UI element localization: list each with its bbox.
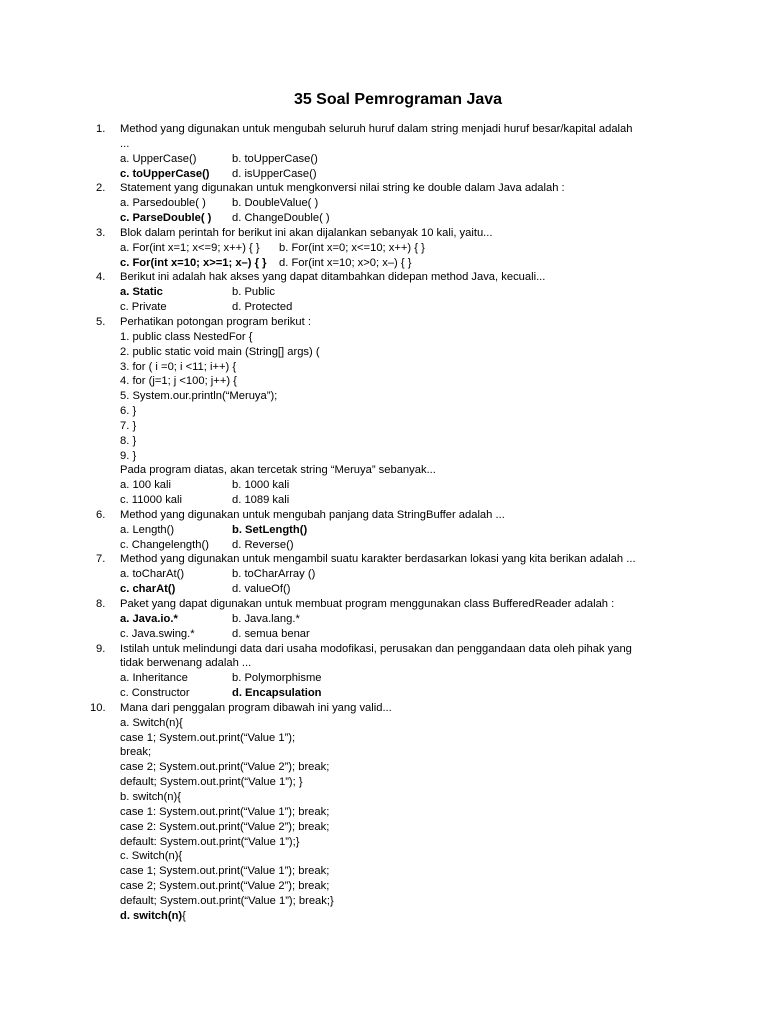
option-c: c. Constructor xyxy=(120,687,190,700)
option-row xyxy=(0,567,768,582)
question-row xyxy=(0,315,768,330)
question-row xyxy=(0,597,768,612)
code-line-text: case 2; System.out.print(“Value 2”); break; xyxy=(120,761,330,774)
code-line xyxy=(0,716,768,731)
code-line xyxy=(0,345,768,360)
option-c: c. Private xyxy=(120,301,167,314)
question-continuation xyxy=(0,656,768,671)
code-line-text: 3. for ( i =0; i <11; i++) { xyxy=(120,360,237,373)
option-a: a. toCharAt() xyxy=(120,568,185,581)
question-row xyxy=(0,642,768,657)
option-d-correct: d. switch(n) xyxy=(120,909,183,922)
code-line-text: b. switch(n){ xyxy=(120,790,181,803)
question-number: 5. xyxy=(96,315,106,328)
option-row xyxy=(0,538,768,553)
option-row xyxy=(0,493,768,508)
option-b-correct: b. SetLength() xyxy=(232,523,308,536)
question-7 xyxy=(0,552,768,597)
code-line xyxy=(0,745,768,760)
question-3 xyxy=(0,226,768,271)
question-row xyxy=(0,181,768,196)
option-b: b. DoubleValue( ) xyxy=(232,197,319,210)
option-row xyxy=(0,582,768,597)
code-line xyxy=(0,404,768,419)
option-d: d. isUpperCase() xyxy=(232,167,317,180)
question-number: 3. xyxy=(96,226,106,239)
question-8 xyxy=(0,597,768,642)
question-number: 2. xyxy=(96,182,106,195)
code-line xyxy=(0,360,768,375)
code-line xyxy=(0,864,768,879)
option-row xyxy=(0,612,768,627)
code-line-text: default; System.out.print(“Value 1”); break;} xyxy=(120,894,334,907)
option-b: b. Java.lang.* xyxy=(232,612,300,625)
code-line-text: 6. } xyxy=(120,405,137,418)
question-row xyxy=(0,701,768,716)
option-b: b. For(int x=0; x<=10; x++) { } xyxy=(279,241,425,254)
option-row xyxy=(0,256,768,271)
code-line xyxy=(0,434,768,449)
option-c-correct: c. For(int x=10; x>=1; x–) { } xyxy=(120,256,267,269)
question-number: 4. xyxy=(96,271,106,284)
code-line-text: 5. System.our.println(“Meruya”); xyxy=(120,390,278,403)
question-text: Berikut ini adalah hak akses yang dapat ditambahkan didepan method Java, kecuali... xyxy=(120,271,546,284)
code-line xyxy=(0,419,768,434)
option-a-correct: a. Java.io.* xyxy=(120,612,178,625)
option-d: d. Protected xyxy=(232,301,293,314)
code-line xyxy=(0,909,768,924)
code-line xyxy=(0,835,768,850)
question-text-continued: tidak berwenang adalah ... xyxy=(120,657,252,670)
option-c: c. 11000 kali xyxy=(120,494,182,507)
code-line xyxy=(0,775,768,790)
code-line xyxy=(0,790,768,805)
option-d: d. semua benar xyxy=(232,627,310,640)
code-line-text: case 1; System.out.print(“Value 1”); break; xyxy=(120,865,330,878)
question-text: Method yang digunakan untuk mengubah panjang data StringBuffer adalah ... xyxy=(120,508,505,521)
option-a: a. Length() xyxy=(120,523,175,536)
question-number: 9. xyxy=(96,642,106,655)
question-number: 7. xyxy=(96,553,106,566)
code-line-text: c. Switch(n){ xyxy=(120,850,183,863)
option-b: b. Polymorphisme xyxy=(232,672,322,685)
option-a-correct: a. Static xyxy=(120,286,163,299)
option-row xyxy=(0,686,768,701)
question-row xyxy=(0,508,768,523)
code-line xyxy=(0,760,768,775)
code-line-text xyxy=(120,909,186,924)
code-line-text: case 1: System.out.print(“Value 1”); break; xyxy=(120,805,330,818)
question-2 xyxy=(0,181,768,226)
code-line-text: case 2: System.out.print(“Value 2”); break; xyxy=(120,820,330,833)
option-row xyxy=(0,211,768,226)
option-row xyxy=(0,152,768,167)
option-c-correct: c. ParseDouble( ) xyxy=(120,212,212,225)
option-d-correct: d. Encapsulation xyxy=(232,687,322,700)
question-row xyxy=(0,122,768,137)
option-row xyxy=(0,478,768,493)
question-text: Method yang digunakan untuk mengubah seluruh huruf dalam string menjadi huruf besar/kapital adalah xyxy=(120,123,633,135)
question-5 xyxy=(0,315,768,508)
question-continuation xyxy=(0,463,768,478)
code-line-text: default; System.out.print(“Value 1”); } xyxy=(120,776,303,789)
question-text: Istilah untuk melindungi data dari usaha modofikasi, perusakan dan penggandaan data oleh pihak yang xyxy=(120,642,632,655)
code-line-text: 8. } xyxy=(120,434,137,447)
question-number: 1. xyxy=(96,123,106,135)
code-line xyxy=(0,330,768,345)
option-c-correct: c. toUpperCase() xyxy=(120,167,210,180)
option-a: a. UpperCase() xyxy=(120,152,197,165)
question-10 xyxy=(0,701,768,924)
option-a: a. For(int x=1; x<=9; x++) { } xyxy=(120,241,260,254)
option-d: d. ChangeDouble( ) xyxy=(232,212,330,225)
question-list xyxy=(0,122,768,924)
question-6 xyxy=(0,508,768,553)
option-a: a. 100 kali xyxy=(120,479,171,492)
option-row xyxy=(0,167,768,182)
option-c-correct: c. charAt() xyxy=(120,583,176,596)
question-text: Blok dalam perintah for berikut ini akan dijalankan sebanyak 10 kali, yaitu... xyxy=(120,226,493,239)
option-row xyxy=(0,523,768,538)
code-brace: { xyxy=(182,909,186,922)
question-text: Mana dari penggalan program dibawah ini yang valid... xyxy=(120,701,392,714)
option-b: b. toCharArray () xyxy=(232,568,316,581)
question-row xyxy=(0,226,768,241)
question-row xyxy=(0,552,768,567)
question-text-continued: ... xyxy=(120,137,130,150)
option-row xyxy=(0,196,768,211)
code-line xyxy=(0,879,768,894)
question-1 xyxy=(0,122,768,181)
option-b: b. 1000 kali xyxy=(232,479,290,492)
code-line-text: default: System.out.print(“Value 1”);} xyxy=(120,835,300,848)
question-text-continued: Pada program diatas, akan tercetak string “Meruya” sebanyak... xyxy=(120,464,436,477)
question-text: Method yang digunakan untuk mengambil suatu karakter berdasarkan lokasi yang kita berikan adalah ... xyxy=(120,553,636,566)
question-number: 6. xyxy=(96,508,106,521)
option-a: a. Parsedouble( ) xyxy=(120,197,206,210)
question-4 xyxy=(0,270,768,315)
code-line xyxy=(0,820,768,835)
code-line-text: 2. public static void main (String[] args) ( xyxy=(120,345,320,358)
question-text: Perhatikan potongan program berikut : xyxy=(120,315,311,328)
code-line-text: 1. public class NestedFor { xyxy=(120,330,253,343)
code-line-text: break; xyxy=(120,746,152,759)
option-row xyxy=(0,300,768,315)
option-b: b. toUpperCase() xyxy=(232,152,318,165)
code-line-text: case 1; System.out.print(“Value 1”); xyxy=(120,731,296,744)
option-b: b. Public xyxy=(232,286,275,299)
code-line xyxy=(0,731,768,746)
option-c: c. Changelength() xyxy=(120,538,209,551)
code-line xyxy=(0,849,768,864)
question-number: 8. xyxy=(96,598,106,610)
question-text: Statement yang digunakan untuk mengkonversi nilai string ke double dalam Java adalah : xyxy=(120,182,565,195)
option-row xyxy=(0,285,768,300)
code-line xyxy=(0,374,768,389)
code-line-text: 4. for (j=1; j <100; j++) { xyxy=(120,375,237,388)
code-line-text: 7. } xyxy=(120,419,137,432)
code-line-text: case 2; System.out.print(“Value 2”); break; xyxy=(120,880,330,893)
option-d: d. For(int x=10; x>0; x–) { } xyxy=(279,256,412,269)
question-9 xyxy=(0,642,768,701)
question-row xyxy=(0,270,768,285)
option-row xyxy=(0,671,768,686)
question-text: Paket yang dapat digunakan untuk membuat program menggunakan class BufferedReader adalah : xyxy=(120,598,615,610)
question-continuation xyxy=(0,137,768,152)
code-line-text: 9. } xyxy=(120,449,137,462)
option-row xyxy=(0,241,768,256)
option-c: c. Java.swing.* xyxy=(120,627,195,640)
option-d: d. 1089 kali xyxy=(232,494,290,507)
code-line-text: a. Switch(n){ xyxy=(120,716,183,729)
document-title: 35 Soal Pemrograman Java xyxy=(293,91,503,108)
code-line xyxy=(0,894,768,909)
code-line xyxy=(0,389,768,404)
option-row xyxy=(0,627,768,642)
code-line xyxy=(0,449,768,464)
code-line xyxy=(0,805,768,820)
option-d: d. valueOf() xyxy=(232,583,291,596)
question-number: 10. xyxy=(90,701,106,714)
option-d: d. Reverse() xyxy=(232,538,294,551)
option-a: a. Inheritance xyxy=(120,672,188,685)
